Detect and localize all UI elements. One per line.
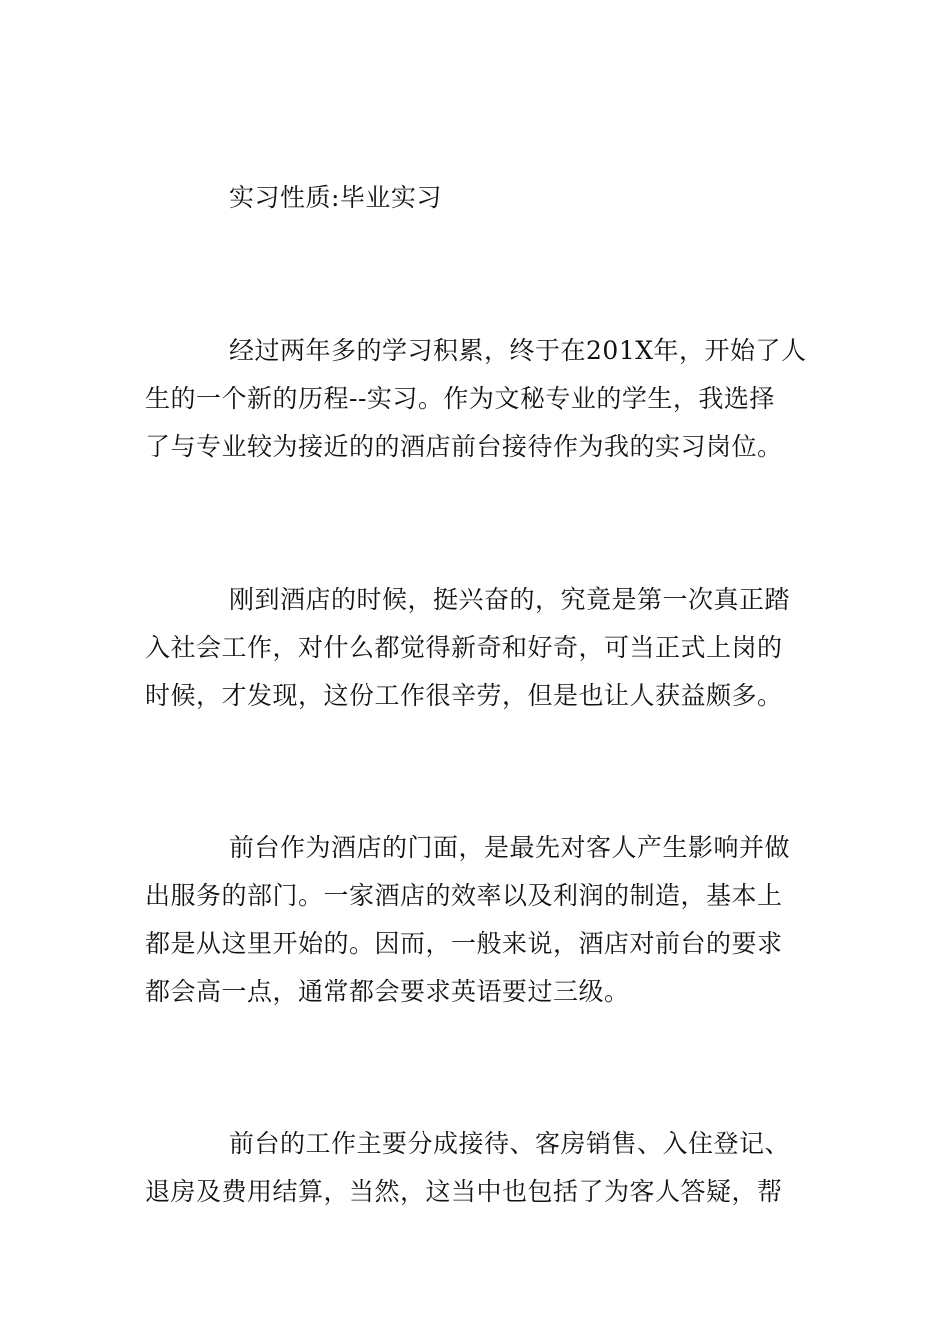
paragraph-line: 退房及费用结算，当然，这当中也包括了为客人答疑，帮 (145, 1177, 783, 1206)
paragraph-intro (145, 327, 815, 471)
paragraph-line: 时候，才发现，这份工作很辛劳，但是也让人获益颇多。 (145, 681, 783, 710)
paragraph-line: 入社会工作，对什么都觉得新奇和好奇，可当正式上岗的 (145, 633, 783, 662)
paragraph-internship-nature (145, 174, 815, 222)
paragraph-line: 前台作为酒店的门面，是最先对客人产生影响并做 (229, 833, 791, 862)
paragraph-front-desk-role (145, 824, 815, 1016)
paragraph-arrival (145, 576, 815, 720)
paragraph-front-desk-tasks (145, 1120, 815, 1216)
paragraph-line: 刚到酒店的时候，挺兴奋的，究竟是第一次真正踏 (229, 585, 791, 614)
paragraph-line: 都是从这里开始的。因而，一般来说，酒店对前台的要求 (145, 929, 783, 958)
paragraph-line: 出服务的部门。一家酒店的效率以及利润的制造，基本上 (145, 881, 783, 910)
paragraph-line: 前台的工作主要分成接待、客房销售、入住登记、 (229, 1129, 791, 1158)
paragraph-line: 都会高一点，通常都会要求英语要过三级。 (145, 977, 630, 1006)
paragraph-line: 生的一个新的历程--实习。作为文秘专业的学生，我选择 (145, 384, 775, 413)
paragraph-line: 实习性质:毕业实习 (229, 183, 442, 212)
paragraph-line: 经过两年多的学习积累，终于在201X年，开始了人 (229, 336, 807, 365)
paragraph-line: 了与专业较为接近的的酒店前台接待作为我的实习岗位。 (145, 432, 783, 461)
